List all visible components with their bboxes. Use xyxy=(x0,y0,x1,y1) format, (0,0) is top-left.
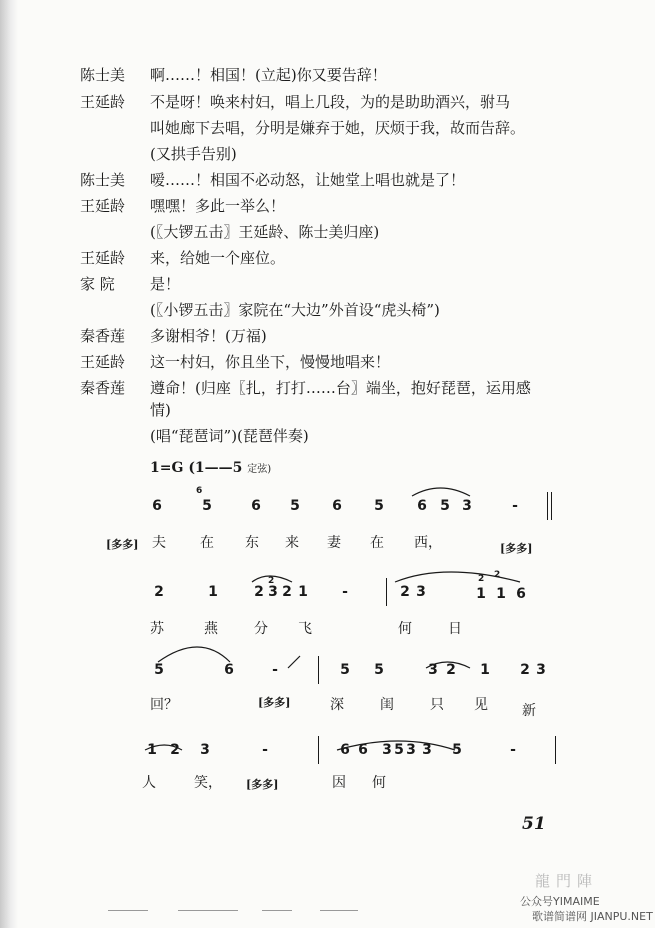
dialogue-text: 来，给她一个座位。 xyxy=(150,249,286,267)
lyric: 闺 xyxy=(380,697,394,713)
note: 2 xyxy=(254,584,264,600)
percussion-tag: [多多] xyxy=(106,538,139,551)
dialogue-text: 情) xyxy=(150,401,171,419)
lyric: 何 xyxy=(372,775,386,791)
scan-speck xyxy=(108,910,148,911)
lyric: 深 xyxy=(330,697,344,713)
note: 5 xyxy=(452,742,462,758)
speaker: 王延龄 xyxy=(80,93,126,111)
lyric: 飞 xyxy=(298,621,312,637)
dialogue-text: 叫她廊下去唱，分明是嫌弃于她，厌烦于我，故而告辞。 xyxy=(150,119,526,137)
watermark-text: 公众号YIMAIME xyxy=(520,895,600,908)
watermark-text: 歌谱简谱网 JIANPU.NET xyxy=(532,910,653,923)
note: 3 xyxy=(382,742,392,758)
note: 1 xyxy=(480,662,490,678)
note: 2 xyxy=(282,584,292,600)
dialogue-text: 遵命！(归座〖扎，打打……台〗端坐，抱好琵琶，运用感 xyxy=(150,379,531,397)
speaker: 陈士美 xyxy=(80,171,126,189)
note: 5 xyxy=(374,498,384,514)
lyric: 见 xyxy=(474,697,488,713)
lyric: 何 xyxy=(398,621,412,637)
note-dash: - xyxy=(342,584,348,600)
lyric: 苏 xyxy=(150,621,164,637)
note: 2 xyxy=(520,662,530,678)
percussion-tag: [多多] xyxy=(258,696,291,709)
lyric: 因 xyxy=(332,775,346,791)
lyric: 在 xyxy=(370,535,384,551)
note: 3 xyxy=(200,742,210,758)
note-dash: - xyxy=(262,742,268,758)
lyric: 来 xyxy=(285,535,299,551)
barline xyxy=(555,736,556,764)
barline xyxy=(318,656,319,684)
note: 5 xyxy=(440,498,450,514)
note-dash: - xyxy=(510,742,516,758)
dialogue-text: 啊……！相国！(立起)你又要告辞！ xyxy=(150,66,387,84)
lyric: 夫 xyxy=(152,535,166,551)
lyric: 新 xyxy=(522,703,536,719)
note: 6 xyxy=(224,662,234,678)
dialogue-text: 不是呀！唤来村妇，唱上几段，为的是助助酒兴，驸马 xyxy=(150,93,511,111)
dialogue-text: 嘿嘿！多此一举么！ xyxy=(150,197,286,215)
page-number: 51 xyxy=(522,814,546,834)
lyric: 在 xyxy=(200,535,214,551)
grace-note: 2 xyxy=(478,574,485,584)
lyric: 只 xyxy=(430,697,444,713)
lyric: 回？ xyxy=(150,697,178,713)
note: 5 xyxy=(202,498,212,514)
note-dash: - xyxy=(512,498,518,514)
note: 1 xyxy=(298,584,308,600)
speaker: 王延龄 xyxy=(80,353,126,371)
barline xyxy=(551,492,552,520)
note: 5 xyxy=(154,662,164,678)
speaker: 王延龄 xyxy=(80,197,126,215)
note: 5 xyxy=(394,742,404,758)
speaker: 陈士美 xyxy=(80,66,126,84)
lyric: 分 xyxy=(254,621,268,637)
dialogue-text: 是！ xyxy=(150,275,181,293)
note: 2 xyxy=(400,584,410,600)
barline xyxy=(386,578,387,606)
dialogue-text: 这一村妇，你且坐下，慢慢地唱来！ xyxy=(150,353,391,371)
note: 6 xyxy=(251,498,261,514)
dialogue-text: 嗳……！相国不必动怒，让她堂上唱也就是了！ xyxy=(150,171,466,189)
scan-speck xyxy=(262,910,292,911)
watermark-logo: 龍門陣 xyxy=(535,872,599,890)
key-tuning-note: 定弦) xyxy=(247,464,272,475)
note-dash: - xyxy=(272,662,278,678)
stage-direction: (〖大锣五击〗王延龄、陈士美归座) xyxy=(150,223,380,241)
lyric: 日 xyxy=(448,621,462,637)
note: 1 xyxy=(147,742,157,758)
speaker: 家 院 xyxy=(80,275,115,293)
scan-speck xyxy=(178,910,238,911)
scan-speck xyxy=(320,910,358,911)
note: 6 xyxy=(358,742,368,758)
lyric: 笑， xyxy=(194,775,222,791)
note: 2 xyxy=(170,742,180,758)
barline xyxy=(318,736,319,764)
lyric: 燕 xyxy=(204,621,218,637)
note: 3 xyxy=(406,742,416,758)
percussion-tag: [多多] xyxy=(246,778,279,791)
speaker: 秦香莲 xyxy=(80,379,126,397)
note: 2 xyxy=(154,584,164,600)
note: 3 xyxy=(416,584,426,600)
key-tuning: (1——5 xyxy=(188,460,243,476)
lyric: 人 xyxy=(142,775,156,791)
stage-direction: (唱“琵琶词”)(琵琶伴奏) xyxy=(150,427,309,445)
speaker: 秦香莲 xyxy=(80,327,126,345)
note: 3 xyxy=(268,584,278,600)
note: 3 xyxy=(462,498,472,514)
note: 5 xyxy=(374,662,384,678)
grace-note: 2 xyxy=(268,576,275,586)
note: 6 xyxy=(152,498,162,514)
note: 5 xyxy=(290,498,300,514)
note: 5 xyxy=(340,662,350,678)
note: 1 xyxy=(208,584,218,600)
speaker: 王延龄 xyxy=(80,249,126,267)
note: 1 xyxy=(476,586,486,602)
note: 3 xyxy=(536,662,546,678)
lyric: 东 xyxy=(245,535,259,551)
stage-direction: (又拱手告别) xyxy=(150,145,237,163)
dialogue-text: 多谢相爷！(万福) xyxy=(150,327,267,345)
grace-note: 6 xyxy=(196,486,203,496)
barline xyxy=(547,492,548,520)
note: 6 xyxy=(332,498,342,514)
note: 6 xyxy=(516,586,526,602)
grace-note: 2 xyxy=(494,570,501,580)
lyric: 妻 xyxy=(327,535,341,551)
note: 3 xyxy=(422,742,432,758)
note: 6 xyxy=(340,742,350,758)
percussion-tag: [多多] xyxy=(500,542,533,555)
stage-direction: (〖小锣五击〗家院在“大边”外首设“虎头椅”) xyxy=(150,301,440,319)
lyric: 西， xyxy=(414,535,442,551)
note: 6 xyxy=(417,498,427,514)
note: 3 xyxy=(428,662,438,678)
note: 2 xyxy=(446,662,456,678)
key-main: 1=G xyxy=(150,460,184,476)
note: 1 xyxy=(496,586,506,602)
